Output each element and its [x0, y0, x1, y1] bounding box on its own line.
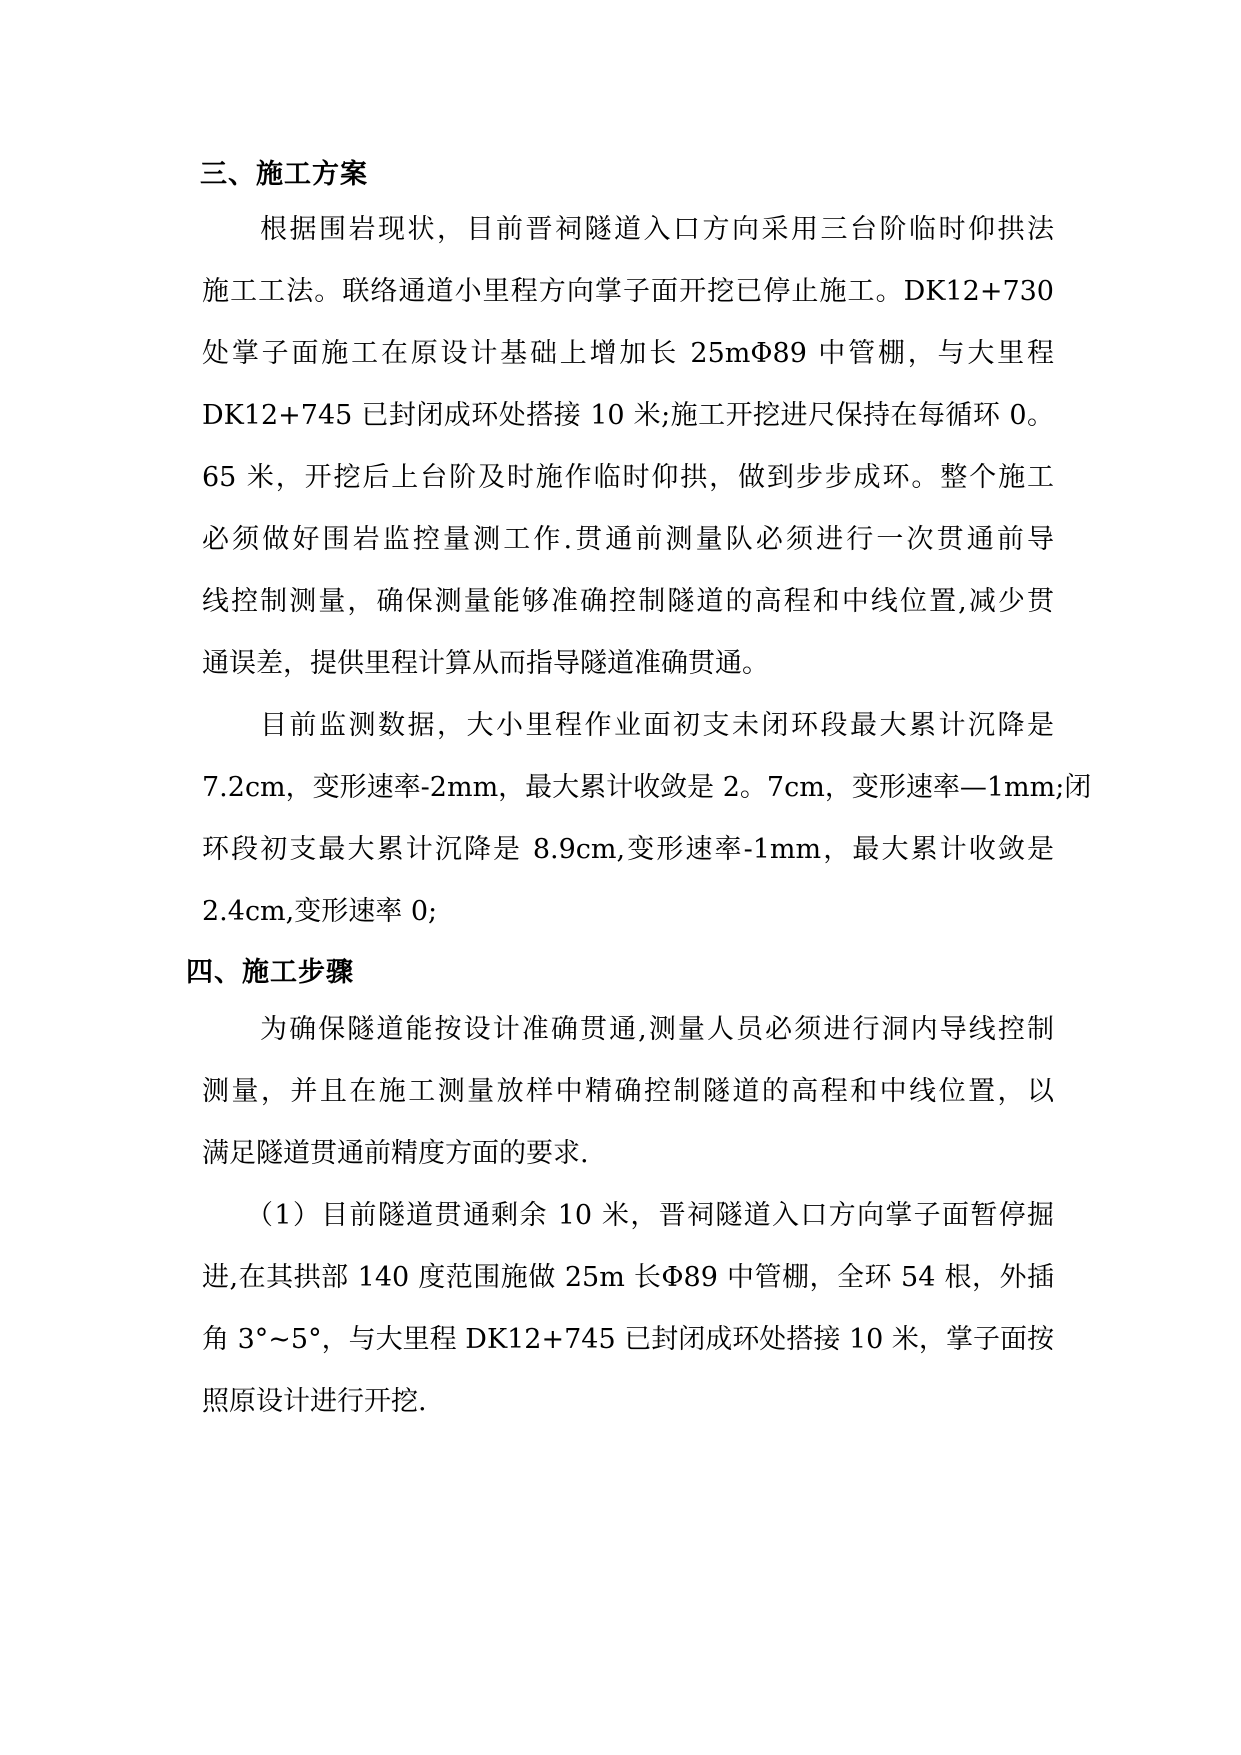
paragraph-line: 通误差，提供里程计算从而指导隧道准确贯通。 — [202, 648, 769, 679]
paragraph-line: （1）目前隧道贯通剩余 10 米，晋祠隧道入口方向掌子面暂停掘 — [246, 1200, 1054, 1231]
paragraph-line: 角 3°~5°，与大里程 DK12+745 已封闭成环处搭接 10 米，掌子面按 — [202, 1324, 1054, 1355]
paragraph-line: 施工工法。联络通道小里程方向掌子面开挖已停止施工。DK12+730 — [202, 276, 1054, 307]
paragraph-line: 为确保隧道能按设计准确贯通,测量人员必须进行洞内导线控制 — [260, 1014, 1054, 1045]
paragraph-line: 照原设计进行开挖. — [202, 1386, 427, 1417]
paragraph-line: 环段初支最大累计沉降是 8.9cm,变形速率-1mm，最大累计收敛是 — [202, 834, 1054, 865]
paragraph-line: 满足隧道贯通前精度方面的要求. — [202, 1138, 589, 1169]
paragraph-line: 目前监测数据，大小里程作业面初支未闭环段最大累计沉降是 — [260, 710, 1054, 741]
paragraph-line: 处掌子面施工在原设计基础上增加长 25mΦ89 中管棚，与大里程 — [202, 338, 1054, 369]
paragraph-line: 7.2cm，变形速率-2mm，最大累计收敛是 2。7cm，变形速率—1mm;闭 — [202, 772, 1092, 803]
paragraph-line: 线控制测量，确保测量能够准确控制隧道的高程和中线位置,减少贯 — [202, 586, 1054, 617]
paragraph-line: DK12+745 已封闭成环处搭接 10 米;施工开挖进尺保持在每循环 0。 — [202, 400, 1054, 431]
paragraph-line: 必须做好围岩监控量测工作.贯通前测量队必须进行一次贯通前导 — [202, 524, 1054, 555]
section-heading-construction-steps: 四、施工步骤 — [186, 957, 354, 988]
paragraph-line: 根据围岩现状，目前晋祠隧道入口方向采用三台阶临时仰拱法 — [260, 214, 1054, 245]
section-heading-construction-plan: 三、施工方案 — [200, 159, 368, 190]
paragraph-line: 65 米，开挖后上台阶及时施作临时仰拱，做到步步成环。整个施工 — [202, 462, 1054, 493]
paragraph-line: 进,在其拱部 140 度范围施做 25m 长Φ89 中管棚，全环 54 根，外插 — [202, 1262, 1054, 1293]
paragraph-line: 测量，并且在施工测量放样中精确控制隧道的高程和中线位置，以 — [202, 1076, 1054, 1107]
paragraph-line: 2.4cm,变形速率 0; — [202, 896, 438, 927]
